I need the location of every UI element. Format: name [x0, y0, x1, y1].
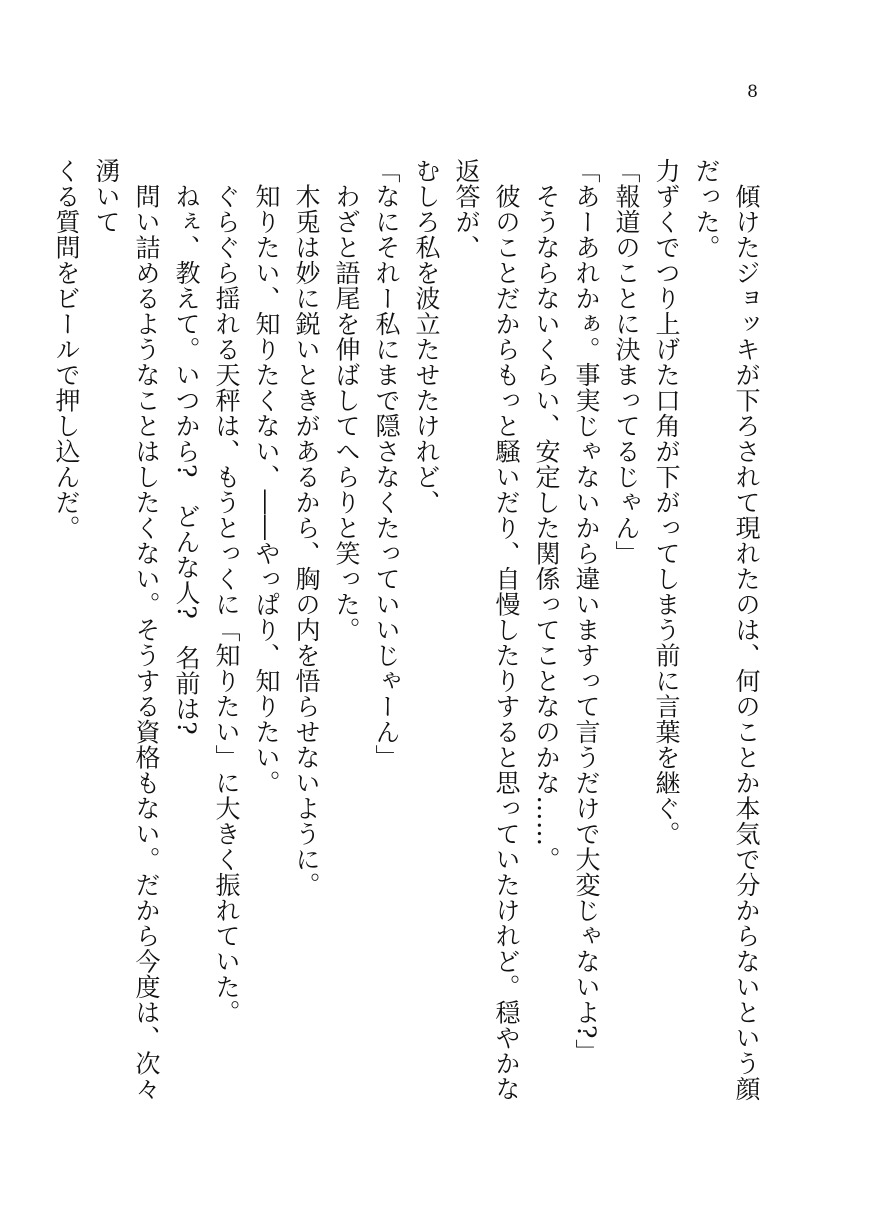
paragraph: 問い詰めるようなことはしたくない。そうする資格もない。だから今度は、次々湧いて: [92, 158, 161, 1102]
paragraph: むしろ私を波立たせたけれど、: [412, 158, 441, 515]
dialogue-line: 「あーあれかぁ。事実じゃないから違いますって言うだけで大変じゃないよ?」: [572, 158, 601, 1065]
paragraph: 木兎は妙に鋭いときがあるから、胸の内を悟らせないように。: [292, 158, 321, 898]
paragraph: 力ずくでつり上げた口角が下がってしまう前に言葉を継ぐ。: [652, 158, 681, 847]
paragraph: わざと語尾を伸ばしてへらりと笑った。: [332, 158, 361, 643]
dialogue-line: 「なにそれー私にまで隠さなくたっていいじゃーん」: [372, 158, 401, 770]
paragraph: そうならないくらい、安定した関係ってことなのかな……。: [532, 158, 561, 872]
novel-text-body: [46, 158, 766, 1118]
paragraph: 傾けたジョッキが下ろされて現れたのは、何のことか本気で分からないという顔だった。: [692, 158, 761, 1102]
paragraph: 知りたい、知りたくない、――やっぱり、知りたい。: [252, 158, 281, 796]
paragraph: くる質問をビールで押し込んだ。: [52, 158, 81, 541]
paragraph: ぐらぐら揺れる天秤は、もうとっくに「知りたい」に大きく振れていた。: [212, 158, 241, 1025]
dialogue-line: 「報道のことに決まってるじゃん」: [612, 158, 641, 566]
paragraph: 彼のことだからもっと騒いだり、自慢したりすると思っていたけれど。穏やかな返答が、: [452, 158, 521, 1102]
paragraph: ねぇ、教えて。いつから? どんな人? 名前は?: [172, 158, 201, 736]
page-number: 8: [747, 82, 758, 102]
